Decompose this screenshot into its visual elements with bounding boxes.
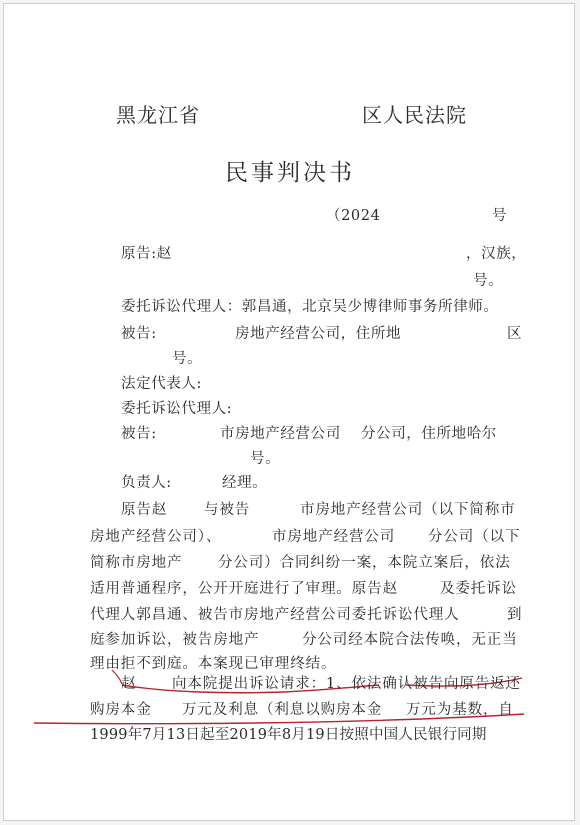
body-p1-text: 代理人郭昌通、被告市房地产经营公司委托诉讼代理人 — [90, 607, 460, 623]
body-p1-text: 分公司）合同纠纷一案，本院立案后，依法 — [218, 555, 511, 571]
branch-manager-label: 负责人: — [121, 475, 172, 491]
defendant2-branch-address: 分公司，住所地哈尔 — [361, 426, 497, 442]
body-p1-text: 分公司（以下 — [428, 529, 521, 545]
plaintiff-label: 原告:赵 — [121, 246, 172, 262]
body-p2-text: 万元为基数，自 — [406, 702, 514, 718]
body-p1-text: 与被告 — [204, 502, 251, 518]
case-number-suffix: 号 — [492, 208, 508, 224]
defendant2-name: 市房地产经营公司 — [220, 426, 341, 442]
body-p1-text: 及委托诉讼 — [440, 581, 517, 597]
body-p1-text: 分公司经本院合法传唤，无正当 — [302, 632, 518, 648]
plaintiff-address-tail: 号。 — [473, 273, 504, 289]
body-p1-text: 房地产经营公司）、 — [90, 529, 222, 545]
body-p1-text: 市房地产经营公司 — [272, 529, 396, 545]
body-p2-text: 向本院提出诉讼请求：1、依法确认被告向原告返还 — [172, 676, 521, 692]
body-p1-text: 庭参加诉讼，被告房地产 — [90, 632, 260, 648]
legal-representative-label: 法定代表人: — [121, 376, 202, 392]
court-province: 黑龙江省 — [116, 103, 200, 127]
defendant1-address-tail: 号。 — [172, 351, 203, 367]
body-p2-text: 赵 — [121, 676, 137, 692]
court-name: 区人民法院 — [362, 103, 467, 127]
body-p1-text: 理由拒不到庭。本案现已审理终结。 — [90, 656, 337, 672]
body-p2-text: 1999年7月13日起至2019年8月19日按照中国人民银行同期 — [90, 727, 487, 743]
body-p1-text: 简称市房地产 — [90, 555, 183, 571]
body-p1-text: 原告赵 — [121, 502, 168, 518]
judgment-document-page — [3, 3, 575, 821]
plaintiff-ethnicity: ，汉族， — [466, 246, 527, 262]
body-p2-text: 万元及利息（利息以购房本金 — [182, 702, 383, 718]
body-p1-text: 到 — [507, 607, 523, 623]
case-number-prefix: （2024 — [326, 208, 381, 224]
defendant1-district: 区 — [507, 326, 523, 342]
document-title: 民事判决书 — [225, 160, 355, 186]
body-p2-text: 购房本金 — [90, 702, 152, 718]
defendant2-label: 被告: — [121, 426, 157, 442]
defendant1-name: 房地产经营公司，住所地 — [235, 326, 402, 342]
body-p1-text: 市房地产经营公司（以下简称市 — [300, 502, 516, 518]
plaintiff-agent: 委托诉讼代理人：郭昌通，北京吴少博律师事务所律师。 — [121, 299, 499, 315]
defendant2-address-tail: 号。 — [250, 451, 281, 467]
body-p1-text: 适用普通程序，公开开庭进行了审理。原告赵 — [90, 581, 398, 597]
defendant1-label: 被告: — [121, 326, 157, 342]
branch-manager-title: 经理。 — [222, 475, 268, 491]
defendant1-agent-label: 委托诉讼代理人: — [121, 401, 233, 417]
